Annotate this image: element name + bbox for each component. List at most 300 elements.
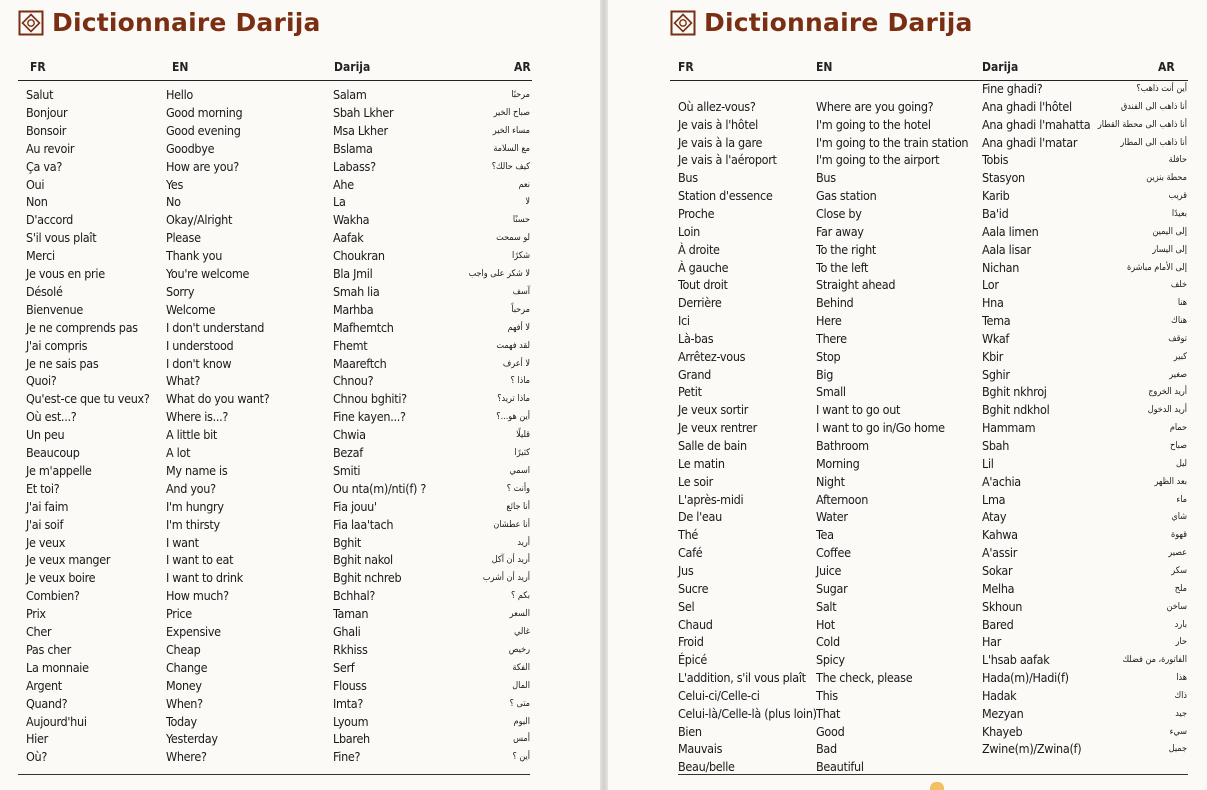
cell-en: How are you? — [166, 158, 239, 174]
cell-ar: قهوة — [1170, 530, 1187, 541]
cell-en: When? — [166, 695, 203, 711]
cell-fr: Tout droit — [678, 277, 728, 293]
table-row — [0, 283, 600, 301]
cell-darija: L'hsab aafak — [982, 652, 1050, 668]
cell-ar: أين هو...؟ — [496, 412, 530, 423]
cell-darija: Ghali — [333, 624, 361, 639]
cell-en: Yesterday — [166, 731, 218, 747]
cell-fr: Froid — [678, 634, 704, 650]
cell-en: Salt — [816, 598, 837, 614]
cell-ar: مع السلامة — [493, 143, 530, 154]
cell-darija: Ana ghadi l'matar — [982, 134, 1078, 150]
cell-en: Bad — [816, 741, 837, 757]
cell-en: Spicy — [816, 652, 845, 668]
cell-ar: مساء الخير — [492, 125, 530, 136]
cell-fr: Je ne sais pas — [26, 355, 99, 371]
book-logo-icon — [18, 10, 44, 36]
cell-fr: Je vous en prie — [26, 266, 105, 281]
cell-fr: Bus — [678, 170, 698, 186]
cell-en: Please — [166, 230, 201, 246]
cell-ar: خلف — [1170, 280, 1187, 291]
cell-ar: كبير — [1173, 351, 1187, 362]
column-header-ar: AR — [1158, 60, 1175, 74]
cell-darija: Labass? — [333, 158, 376, 174]
cell-fr: Salle de bain — [678, 438, 747, 453]
table-row — [0, 426, 600, 444]
cell-fr: De l'eau — [678, 509, 722, 525]
column-header-ar: AR — [514, 60, 531, 74]
cell-fr: Hier — [26, 731, 48, 747]
cell-fr: Quoi? — [26, 373, 57, 389]
cell-darija: Lyoum — [333, 713, 369, 729]
cell-fr: Bien — [678, 723, 702, 739]
cell-darija: Khayeb — [982, 723, 1023, 739]
cell-ar: الفكة — [512, 662, 530, 673]
column-header-fr: FR — [678, 60, 694, 74]
cell-ar: هناك — [1171, 316, 1187, 327]
cell-darija: Smah lia — [333, 283, 380, 299]
cell-ar: ماذا تريد؟ — [497, 394, 530, 405]
cell-ar: هذا — [1176, 673, 1187, 684]
cell-ar: أريد أن آكل — [491, 555, 530, 566]
table-row — [608, 223, 1207, 241]
cell-fr: Proche — [678, 205, 715, 221]
cell-ar: لا أفهم — [507, 322, 530, 333]
cell-ar: أريد الدخول — [1147, 405, 1187, 416]
cell-ar: المال — [512, 680, 530, 691]
cell-fr: Qu'est-ce que tu veux? — [26, 391, 150, 407]
cell-fr: Aujourd'hui — [26, 713, 87, 729]
cell-fr: Je veux rentrer — [678, 420, 757, 436]
cell-fr: Ça va? — [26, 158, 63, 174]
table-row — [608, 98, 1207, 116]
cell-ar: ماذا ؟ — [510, 376, 530, 387]
cell-ar: أنا ذاهب الى الفندق — [1120, 101, 1187, 112]
cell-ar: صباح الخير — [493, 107, 530, 118]
cell-fr: Je m'appelle — [26, 462, 92, 478]
cell-ar: أين أنت ذاهب؟ — [1136, 84, 1187, 94]
cell-fr: Où est...? — [26, 409, 77, 425]
cell-fr: Bonjour — [26, 104, 68, 120]
cell-ar: حافلة — [1168, 155, 1187, 166]
table-row — [608, 455, 1207, 473]
cell-ar: اليوم — [513, 716, 530, 727]
cell-ar: لا شكر على واجب — [468, 269, 530, 279]
cell-darija: Mezyan — [982, 705, 1024, 721]
cell-ar: حار — [1175, 637, 1187, 648]
cell-fr: Où? — [26, 749, 48, 765]
table-row — [0, 355, 600, 373]
cell-ar: حسنًا — [512, 215, 530, 226]
cell-darija: Aafak — [333, 230, 364, 246]
cell-ar: مرحبًا — [511, 90, 530, 100]
cell-darija: Choukran — [333, 248, 385, 264]
cell-en: I don't understand — [166, 319, 265, 335]
cell-en: I'm going to the hotel — [816, 116, 931, 132]
table-row — [608, 312, 1207, 330]
table-row — [608, 544, 1207, 562]
cell-darija: A'assir — [982, 545, 1018, 561]
cell-en: I don't know — [166, 355, 232, 371]
cell-ar: قليلًا — [516, 430, 530, 441]
cell-darija: Smiti — [333, 462, 361, 478]
cell-fr: Là-bas — [678, 330, 714, 346]
cell-ar: إلى اليسار — [1152, 244, 1187, 255]
cell-darija: Aala lisar — [982, 241, 1031, 257]
cell-fr: Beaucoup — [26, 445, 80, 460]
cell-darija: Maareftch — [333, 355, 387, 371]
footer-rule — [678, 774, 1188, 775]
cell-darija: Lil — [982, 455, 994, 471]
cell-en: How much? — [166, 588, 229, 604]
table-row — [0, 695, 600, 713]
cell-en: Welcome — [166, 301, 216, 317]
cell-darija: Ahe — [333, 176, 354, 192]
page-header — [18, 8, 321, 37]
cell-en: I want to go in/Go home — [816, 420, 945, 436]
cell-ar: السعر — [509, 609, 530, 620]
cell-ar: ماء — [1176, 494, 1187, 505]
table-row — [608, 616, 1207, 634]
cell-en: Close by — [816, 205, 862, 221]
cell-darija: Serf — [333, 659, 355, 675]
cell-darija: Aala limen — [982, 223, 1039, 239]
cell-ar: بعيدًا — [1171, 208, 1187, 219]
cell-ar: الفاتورة، من فضلك — [1122, 655, 1187, 666]
cell-fr: À gauche — [678, 259, 729, 275]
cell-fr: Bonsoir — [26, 122, 67, 138]
cell-en: Good morning — [166, 104, 243, 120]
table-row — [608, 330, 1207, 348]
table-row — [0, 140, 600, 158]
cell-ar: ليل — [1175, 458, 1187, 469]
table-row — [0, 193, 600, 211]
cell-darija: Hammam — [982, 420, 1036, 436]
cell-ar: إلى الأمام مباشرة — [1126, 262, 1187, 273]
cell-darija: Hadak — [982, 687, 1017, 703]
cell-en: I'm thirsty — [166, 516, 220, 532]
table-row — [608, 562, 1207, 580]
cell-en: Straight ahead — [816, 277, 896, 293]
column-header-en: EN — [172, 60, 189, 74]
cell-fr: Je veux sortir — [678, 402, 749, 418]
cell-fr: Je vais à l'aéroport — [678, 152, 777, 168]
table-row — [0, 480, 600, 498]
cell-fr: Je vais à la gare — [678, 134, 763, 150]
cell-ar: أريد الخروج — [1148, 387, 1187, 398]
cell-darija: Bla Jmil — [333, 266, 373, 281]
cell-darija: Chnou bghiti? — [333, 391, 407, 407]
cell-fr: Jus — [678, 562, 694, 578]
table-row — [608, 508, 1207, 526]
cell-darija: Fia jouu' — [333, 498, 377, 514]
dictionary-page-right — [608, 0, 1207, 790]
table-row — [608, 633, 1207, 651]
cell-en: The check, please — [816, 670, 913, 686]
table-row — [608, 294, 1207, 312]
table-row — [608, 723, 1207, 741]
cell-fr: Argent — [26, 677, 62, 693]
cell-ar: قريب — [1168, 191, 1187, 202]
cell-ar: صباح — [1169, 441, 1187, 451]
cell-darija: Sbah Lkher — [333, 104, 394, 120]
table-row — [608, 276, 1207, 294]
cell-ar: أنا عطشان — [493, 519, 530, 530]
cell-fr: Celui-là/Celle-là (plus loin) — [678, 705, 817, 721]
cell-ar: جميل — [1168, 744, 1187, 755]
cell-ar: رخيص — [508, 644, 530, 655]
cell-fr: L'après-midi — [678, 491, 744, 507]
table-row — [0, 516, 600, 534]
cell-en: Small — [816, 384, 846, 400]
cell-ar: صغير — [1169, 369, 1187, 380]
cell-darija: Kbir — [982, 348, 1004, 364]
cell-en: Here — [816, 313, 842, 329]
cell-en: Change — [166, 659, 208, 675]
cell-darija: Tema — [982, 313, 1011, 329]
footer-rule — [18, 774, 530, 775]
cell-fr: J'ai faim — [26, 498, 69, 514]
cell-darija: Melha — [982, 580, 1015, 596]
cell-en: I want to go out — [816, 402, 901, 418]
cell-ar: أريد أن أشرب — [482, 573, 530, 584]
cell-darija: Ana ghadi l'mahatta — [982, 116, 1091, 132]
cell-en: Where are you going? — [816, 98, 934, 114]
cell-ar: بعد الظهر — [1154, 476, 1187, 487]
header-rule — [18, 80, 532, 81]
table-row — [608, 116, 1207, 134]
cell-fr: La monnaie — [26, 659, 89, 675]
table-row — [0, 158, 600, 176]
cell-en: Where is...? — [166, 409, 229, 425]
cell-en: Bathroom — [816, 438, 869, 453]
table-row — [0, 534, 600, 552]
cell-fr: Cher — [26, 624, 52, 639]
table-row — [608, 669, 1207, 687]
table-row — [0, 372, 600, 390]
cell-ar: محطة بنزين — [1146, 173, 1187, 184]
dictionary-page-left — [0, 0, 600, 790]
table-row — [608, 419, 1207, 437]
cell-ar: هنا — [1177, 298, 1187, 309]
cell-fr: Combien? — [26, 588, 80, 604]
cell-en: Juice — [816, 562, 842, 578]
cell-darija: Marhba — [333, 301, 374, 317]
cell-darija: Zwine(m)/Zwina(f) — [982, 741, 1082, 757]
table-row — [0, 408, 600, 426]
cell-ar: كيف حالك؟ — [491, 161, 530, 172]
cell-ar: حمام — [1169, 423, 1187, 434]
table-row — [0, 390, 600, 408]
table-row — [0, 104, 600, 122]
page-stain — [930, 782, 944, 790]
cell-en: Beautiful — [816, 759, 864, 775]
cell-fr: Derrière — [678, 295, 722, 311]
cell-ar: غالي — [514, 627, 530, 637]
cell-ar: لو سمحت — [496, 233, 530, 244]
cell-en: To the left — [816, 259, 869, 275]
table-row — [608, 205, 1207, 223]
cell-fr: Prix — [26, 606, 46, 622]
cell-darija: Chnou? — [333, 373, 374, 389]
cell-darija: Tobis — [982, 152, 1009, 168]
cell-en: To the right — [816, 241, 877, 257]
table-row — [0, 623, 600, 641]
cell-ar: أريد — [517, 537, 530, 548]
cell-ar: بارد — [1174, 619, 1187, 630]
cell-darija: A'achia — [982, 473, 1021, 489]
cell-en: And you? — [166, 480, 216, 496]
cell-darija: Ba'id — [982, 205, 1009, 221]
table-row — [608, 151, 1207, 169]
table-row — [0, 265, 600, 283]
cell-fr: Petit — [678, 384, 702, 400]
cell-fr: Où allez-vous? — [678, 98, 756, 114]
cell-en: Behind — [816, 295, 854, 311]
table-row — [0, 247, 600, 265]
cell-en: A little bit — [166, 427, 218, 443]
cell-darija: Ana ghadi l'hôtel — [982, 98, 1072, 114]
cell-en: Hot — [816, 616, 835, 632]
table-row — [608, 259, 1207, 277]
cell-darija: Lma — [982, 491, 1006, 507]
cell-darija: Fine kayen...? — [333, 409, 406, 425]
cell-en: What? — [166, 373, 201, 389]
cell-ar: بكم ؟ — [511, 591, 530, 602]
book-logo-icon — [670, 10, 696, 36]
cell-fr: L'addition, s'il vous plaît — [678, 670, 806, 686]
cell-darija: Mafhemtch — [333, 319, 394, 335]
cell-ar: اسمي — [509, 465, 530, 476]
cell-fr: Sel — [678, 598, 695, 614]
cell-darija: Taman — [333, 606, 369, 622]
page-title: Dictionnaire Darija — [704, 8, 973, 37]
cell-darija: Lbareh — [333, 731, 370, 747]
cell-ar: لقد فهمت — [496, 340, 530, 351]
cell-darija: Wakha — [333, 212, 370, 228]
cell-en: Okay/Alright — [166, 212, 233, 228]
cell-ar: ملح — [1174, 583, 1187, 594]
cell-ar: آسف — [512, 286, 530, 297]
cell-en: Expensive — [166, 624, 221, 639]
cell-en: Far away — [816, 223, 864, 239]
cell-darija: Stasyon — [982, 170, 1025, 186]
cell-darija: Lor — [982, 277, 999, 293]
cell-fr: Le soir — [678, 473, 713, 489]
cell-fr: S'il vous plaît — [26, 230, 97, 246]
cell-en: Bus — [816, 170, 836, 186]
cell-en: Coffee — [816, 545, 851, 561]
cell-en: What do you want? — [166, 391, 270, 407]
cell-fr: Bienvenue — [26, 301, 83, 317]
cell-en: Stop — [816, 348, 841, 364]
table-row — [0, 211, 600, 229]
cell-fr: Arrêtez-vous — [678, 348, 746, 364]
cell-fr: Thé — [678, 527, 699, 543]
table-row — [608, 705, 1207, 723]
cell-darija: Hada(m)/Hadi(f) — [982, 670, 1069, 686]
cell-en: I understood — [166, 337, 234, 353]
table-row — [0, 176, 600, 194]
cell-fr: Mauvais — [678, 741, 723, 757]
cell-en: Night — [816, 473, 845, 489]
cell-fr: Je veux boire — [26, 570, 96, 586]
cell-en: This — [816, 687, 838, 703]
table-row — [608, 580, 1207, 598]
table-row — [608, 687, 1207, 705]
table-row — [0, 337, 600, 355]
cell-ar: توقف — [1168, 333, 1187, 344]
cell-darija: Fine? — [333, 749, 361, 765]
cell-darija: Bghit nchreb — [333, 570, 402, 586]
cell-darija: Fia laa'tach — [333, 516, 394, 532]
cell-darija: Karib — [982, 188, 1010, 204]
table-row — [608, 169, 1207, 187]
cell-fr: Quand? — [26, 695, 68, 711]
cell-en: Water — [816, 509, 848, 525]
cell-darija: Rkhiss — [333, 641, 368, 657]
cell-en: Cold — [816, 634, 840, 650]
cell-en: I want — [166, 534, 199, 550]
cell-ar: أنا ذاهب الى محطة القطار — [1097, 119, 1187, 130]
cell-fr: Sucre — [678, 580, 709, 596]
cell-darija: Bghit nkhroj — [982, 384, 1047, 400]
cell-fr: Je ne comprends pas — [26, 319, 138, 335]
cell-fr: Un peu — [26, 427, 65, 443]
cell-ar: سيء — [1169, 726, 1187, 737]
cell-darija: Har — [982, 634, 1002, 650]
cell-darija: Ou nta(m)/nti(f) ? — [333, 480, 427, 496]
cell-fr: Chaud — [678, 616, 713, 632]
cell-ar: لا — [525, 197, 530, 208]
cell-darija: Kahwa — [982, 527, 1018, 543]
table-row — [0, 569, 600, 587]
cell-en: Sorry — [166, 283, 195, 299]
cell-en: I'm hungry — [166, 498, 224, 514]
table-row — [0, 122, 600, 140]
table-row — [608, 134, 1207, 152]
cell-darija: Wkaf — [982, 330, 1010, 346]
cell-fr: Merci — [26, 248, 55, 264]
cell-darija: Bared — [982, 616, 1014, 632]
cell-en: Goodbye — [166, 140, 215, 156]
cell-ar: كثيرًا — [514, 448, 530, 458]
cell-fr: Salut — [26, 87, 54, 102]
cell-fr: Loin — [678, 223, 700, 239]
cell-fr: Celui-ci/Celle-ci — [678, 687, 760, 703]
cell-en: Today — [166, 713, 197, 729]
cell-en: Big — [816, 366, 834, 382]
cell-fr: Je vais à l'hôtel — [678, 116, 758, 132]
cell-darija: Sbah — [982, 438, 1010, 453]
table-row — [0, 659, 600, 677]
cell-darija: Bchhal? — [333, 588, 376, 604]
cell-darija: Fhemt — [333, 337, 368, 353]
cell-en: Cheap — [166, 641, 201, 657]
cell-fr: Oui — [26, 176, 45, 192]
cell-darija: Imta? — [333, 695, 364, 711]
cell-darija: Msa Lkher — [333, 122, 388, 138]
cell-en: Afternoon — [816, 491, 869, 507]
cell-en: I'm going to the airport — [816, 152, 940, 168]
cell-en: Good — [816, 723, 845, 739]
table-row — [0, 713, 600, 731]
table-row — [0, 641, 600, 659]
cell-darija: Hna — [982, 295, 1004, 311]
cell-ar: إلى اليمين — [1152, 226, 1187, 237]
table-row — [0, 748, 600, 766]
cell-en: I'm going to the train station — [816, 134, 969, 150]
